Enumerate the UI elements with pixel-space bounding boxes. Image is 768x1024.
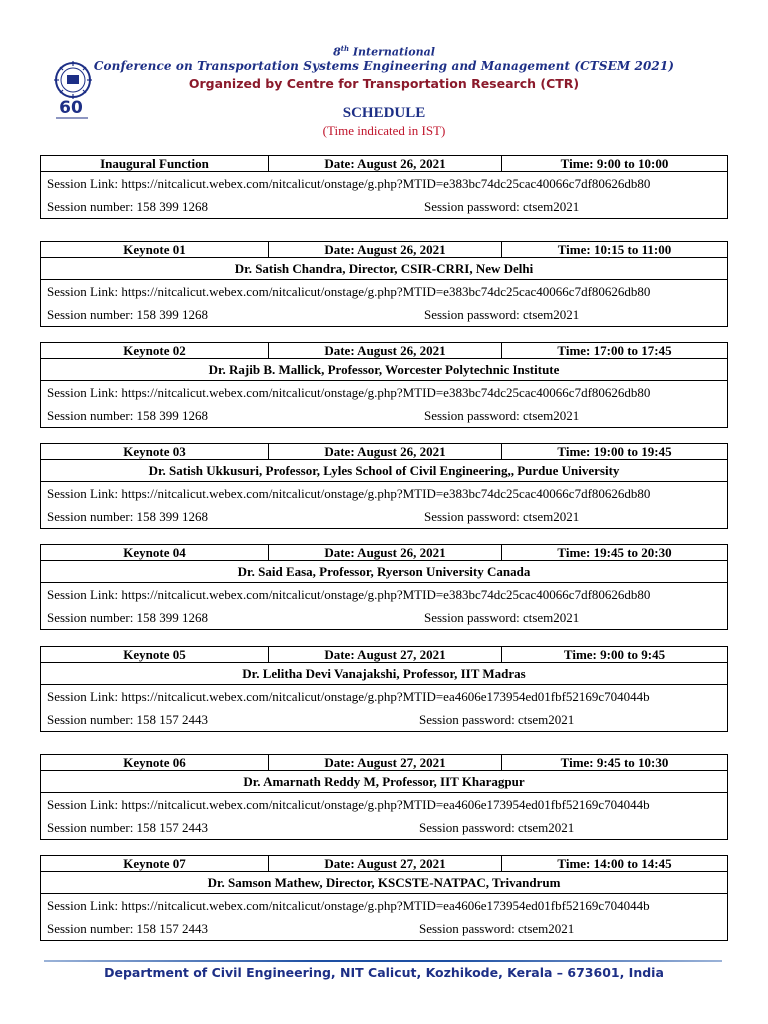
session-time: Time: 10:15 to 11:00	[557, 242, 672, 257]
session-header-row	[41, 755, 727, 771]
session-header-row	[41, 343, 727, 359]
session-password: Session password: ctsem2021	[424, 198, 580, 214]
session-block-keynote-05	[40, 646, 728, 732]
session-speaker: Dr. Rajib B. Mallick, Professor, Worcester Polytechnic Institute	[41, 359, 727, 381]
session-number: Session number: 158 399 1268	[47, 198, 209, 214]
session-link[interactable]: Session Link: https://nitcalicut.webex.com/nitcalicut/onstage/g.php?MTID=e383bc74dc25cac40066c7df80626db80	[47, 384, 651, 400]
session-date: Date: August 27, 2021	[269, 647, 502, 662]
session-credentials-row	[41, 606, 727, 629]
session-time: Time: 17:00 to 17:45	[557, 343, 672, 358]
session-speaker: Dr. Amarnath Reddy M, Professor, IIT Kharagpur	[41, 771, 727, 793]
edition-word: International	[349, 45, 435, 59]
session-date: Date: August 26, 2021	[269, 545, 502, 560]
session-link[interactable]: Session Link: https://nitcalicut.webex.com/nitcalicut/onstage/g.php?MTID=ea4606e173954ed01fbf52169c704044b	[47, 897, 650, 913]
session-number: Session number: 158 399 1268	[47, 407, 209, 423]
session-speaker: Dr. Samson Mathew, Director, KSCSTE-NATPAC, Trivandrum	[41, 872, 727, 894]
session-name: Keynote 05	[41, 647, 269, 662]
session-speaker: Dr. Satish Chandra, Director, CSIR-CRRI, New Delhi	[41, 258, 727, 280]
edition-suffix: th	[340, 44, 350, 53]
session-header-row	[41, 545, 727, 561]
session-name: Keynote 02	[41, 343, 269, 358]
session-speaker: Dr. Satish Ukkusuri, Professor, Lyles School of Civil Engineering,, Purdue University	[41, 460, 727, 482]
edition-line	[0, 44, 768, 59]
session-link[interactable]: Session Link: https://nitcalicut.webex.com/nitcalicut/onstage/g.php?MTID=e383bc74dc25cac40066c7df80626db80	[47, 586, 651, 602]
session-credentials-row	[41, 303, 727, 326]
session-date: Date: August 27, 2021	[269, 856, 502, 871]
session-credentials-row	[41, 404, 727, 427]
session-credentials-row	[41, 708, 727, 731]
session-link[interactable]: Session Link: https://nitcalicut.webex.com/nitcalicut/onstage/g.php?MTID=e383bc74dc25cac40066c7df80626db80	[47, 485, 651, 501]
session-block-keynote-06	[40, 754, 728, 840]
session-time: Time: 9:00 to 9:45	[563, 647, 666, 662]
footer-address: Department of Civil Engineering, NIT Calicut, Kozhikode, Kerala – 673601, India	[104, 965, 664, 980]
session-date: Date: August 26, 2021	[269, 156, 502, 171]
session-time: Time: 19:00 to 19:45	[557, 444, 672, 459]
session-time: Time: 9:00 to 10:00	[560, 156, 669, 171]
session-speaker: Dr. Lelitha Devi Vanajakshi, Professor, IIT Madras	[41, 663, 727, 685]
session-header-row	[41, 444, 727, 460]
session-credentials-row	[41, 816, 727, 839]
session-password: Session password: ctsem2021	[419, 711, 575, 727]
session-number: Session number: 158 157 2443	[47, 920, 209, 936]
session-number: Session number: 158 157 2443	[47, 819, 209, 835]
session-name: Keynote 04	[41, 545, 269, 560]
session-date: Date: August 27, 2021	[269, 755, 502, 770]
session-number: Session number: 158 157 2443	[47, 711, 209, 727]
session-block-keynote-02	[40, 342, 728, 428]
session-password: Session password: ctsem2021	[419, 920, 575, 936]
session-name: Keynote 01	[41, 242, 269, 257]
session-link[interactable]: Session Link: https://nitcalicut.webex.com/nitcalicut/onstage/g.php?MTID=e383bc74dc25cac40066c7df80626db80	[47, 283, 651, 299]
session-block-inaugural	[40, 155, 728, 219]
session-date: Date: August 26, 2021	[269, 343, 502, 358]
session-time: Time: 14:00 to 14:45	[557, 856, 672, 871]
schedule-title: SCHEDULE	[342, 105, 426, 121]
session-credentials-row	[41, 917, 727, 940]
session-link[interactable]: Session Link: https://nitcalicut.webex.com/nitcalicut/onstage/g.php?MTID=e383bc74dc25cac40066c7df80626db80	[47, 175, 651, 191]
session-name: Keynote 03	[41, 444, 269, 459]
organizer-line: Organized by Centre for Transportation Research (CTR)	[188, 76, 580, 91]
session-block-keynote-04	[40, 544, 728, 630]
session-time: Time: 9:45 to 10:30	[560, 755, 669, 770]
session-date: Date: August 26, 2021	[269, 444, 502, 459]
session-block-keynote-01	[40, 241, 728, 327]
session-link[interactable]: Session Link: https://nitcalicut.webex.com/nitcalicut/onstage/g.php?MTID=ea4606e173954ed01fbf52169c704044b	[47, 796, 650, 812]
session-password: Session password: ctsem2021	[424, 407, 580, 423]
session-credentials-row	[41, 195, 727, 218]
session-time: Time: 19:45 to 20:30	[557, 545, 672, 560]
session-number: Session number: 158 399 1268	[47, 609, 209, 625]
session-block-keynote-03	[40, 443, 728, 529]
session-number: Session number: 158 399 1268	[47, 508, 209, 524]
session-speaker: Dr. Said Easa, Professor, Ryerson University Canada	[41, 561, 727, 583]
session-name: Inaugural Function	[41, 156, 269, 171]
session-name: Keynote 07	[41, 856, 269, 871]
schedule-subtitle: (Time indicated in IST)	[322, 123, 446, 138]
session-link[interactable]: Session Link: https://nitcalicut.webex.com/nitcalicut/onstage/g.php?MTID=ea4606e173954ed01fbf52169c704044b	[47, 688, 650, 704]
session-date: Date: August 26, 2021	[269, 242, 502, 257]
session-name: Keynote 06	[41, 755, 269, 770]
session-credentials-row	[41, 505, 727, 528]
edition-number: 8	[333, 45, 341, 59]
session-header-row	[41, 156, 727, 172]
conference-title: Conference on Transportation Systems Engineering and Management (CTSEM 2021)	[93, 59, 675, 73]
logo-number: 60	[59, 98, 83, 118]
session-header-row	[41, 647, 727, 663]
session-password: Session password: ctsem2021	[419, 819, 575, 835]
session-password: Session password: ctsem2021	[424, 306, 580, 322]
session-number: Session number: 158 399 1268	[47, 306, 209, 322]
session-password: Session password: ctsem2021	[424, 508, 580, 524]
session-block-keynote-07	[40, 855, 728, 941]
footer-divider	[44, 960, 722, 962]
session-password: Session password: ctsem2021	[424, 609, 580, 625]
session-header-row	[41, 242, 727, 258]
session-header-row	[41, 856, 727, 872]
